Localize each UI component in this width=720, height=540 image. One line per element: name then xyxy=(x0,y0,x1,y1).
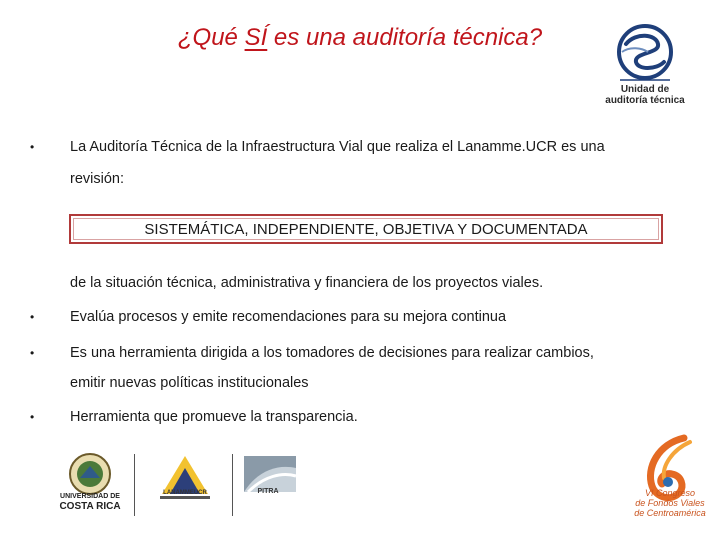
bullet-2-line1: Evalúa procesos y emite recomendaciones para su mejora continua xyxy=(70,309,507,325)
continuation-text: de la situación técnica, administrativa y financiera de los proyectos viales. xyxy=(70,275,544,291)
bullet-marker: • xyxy=(30,410,35,424)
highlight-box xyxy=(69,214,663,244)
congress-line1: VI Congreso xyxy=(644,488,696,498)
bullet-marker: • xyxy=(30,140,35,154)
audit-unit-logo-caption xyxy=(588,84,702,106)
congress-logo-icon xyxy=(628,432,712,540)
footer-divider xyxy=(134,454,135,516)
ucr-line1: UNIVERSIDAD DE xyxy=(60,493,120,500)
title-before: ¿Qué xyxy=(177,24,245,51)
bullet-1-line1: La Auditoría Técnica de la Infraestructura Vial que realiza el Lanamme.UCR es una xyxy=(70,139,605,155)
bullet-1-line2: revisión: xyxy=(70,171,124,187)
bullet-4-line1: Herramienta que promueve la transparencia. xyxy=(70,409,358,425)
audit-logo-line2: auditoría técnica xyxy=(605,95,685,106)
congress-line3: de Centroamérica xyxy=(634,508,706,518)
audit-logo-line1: Unidad de xyxy=(620,84,670,95)
title-underlined-word: SÍ xyxy=(244,24,268,51)
pitra-caption: PITRA xyxy=(257,488,279,495)
ucr-seal-icon xyxy=(56,450,124,530)
bullet-marker: • xyxy=(30,346,35,360)
lanamme-caption: LANAMMEUCR xyxy=(163,490,207,496)
footer-divider xyxy=(232,454,233,516)
congress-caption xyxy=(628,488,712,518)
ucr-line2: COSTA RICA xyxy=(59,501,121,512)
bullet-marker: • xyxy=(30,310,35,324)
ucr-caption xyxy=(50,492,130,512)
bullet-3-line1: Es una herramienta dirigida a los tomadores de decisiones para realizar cambios, xyxy=(70,345,594,361)
congress-line2: de Fondos Viales xyxy=(635,498,705,508)
bullet-3-line2: emitir nuevas políticas institucionales xyxy=(70,375,309,391)
footer-logos xyxy=(0,440,720,540)
highlight-box-text: SISTEMÁTICA, INDEPENDIENTE, OBJETIVA Y DOCUMENTADA xyxy=(144,220,588,238)
title-after: es una auditoría técnica? xyxy=(267,24,543,51)
